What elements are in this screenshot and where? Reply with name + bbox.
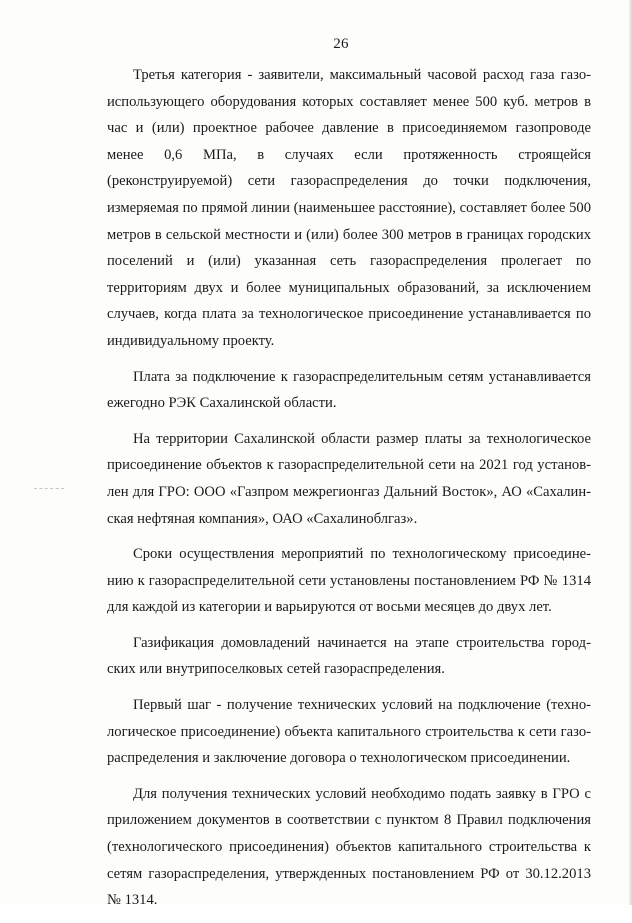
paragraph-third-category: Третья категория - заявители, максимальный часовой расход газа газоиспользующего оборудования которых составляет менее 500 куб. метров в час и (или) проектное рабочее давление в присоединяемом газопроводе менее 0,6 МПа, в случаях если протяженность строящейся (реконструируемой) сети газораспределения до точки подключения, измеряемая по прямой линии (наименьшее расстояние), составляет более 500 метров в сельской местности и (или) более 300 метров в границах городских поселений и (или) указанная сеть газораспределения пролегает по территориям двух и более муниципальных образований, за исключением случаев, когда плата за технологическое присоединение устанавливается по индивидуальному проекту. [107, 67, 591, 349]
paragraph-gasification: Газификация домовладений начинается на этапе строительства городских или внутрипоселковых сетей газораспределения. [107, 634, 591, 678]
margin-scan-mark [34, 488, 64, 490]
paragraph-first-step: Первый шаг - получение технических условий на подключение (технологическое присоединение) объекта капитального строительства к сети газораспределения и заключение договора о технологическом присоединении. [107, 697, 591, 767]
paragraph-connection-fee: Плата за подключение к газораспределительным сетям устанавливается ежегодно РЭК Сахалинской области. [107, 368, 591, 412]
paragraph-sakhalin-fee: На территории Сахалинской области размер платы за технологическое присоединение объектов к газораспределительной сети на 2021 год установлен для ГРО: ООО «Газпром межрегионгаз Дальний Восток», АО «Сахалинская нефтяная компания», ОАО «Сахалиноблгаз». [107, 430, 591, 527]
paragraph-connection-terms: Сроки осуществления мероприятий по технологическому присоединению к газораспределительной сети установлены постановлением РФ № 1314 для каждой из категории и варьируются от восьми месяцев до двух лет. [107, 546, 591, 616]
document-body [107, 62, 591, 923]
paragraph-technical-conditions: Для получения технических условий необходимо подать заявку в ГРО с приложением документов в соответствии с пунктом 8 Правил подключения (технологического присоединения) объектов капитального строительства к сетям газораспределения, утвержденных постановлением РФ от 30.12.2013 № 1314. [107, 785, 591, 909]
page-number: 26 [333, 36, 349, 52]
